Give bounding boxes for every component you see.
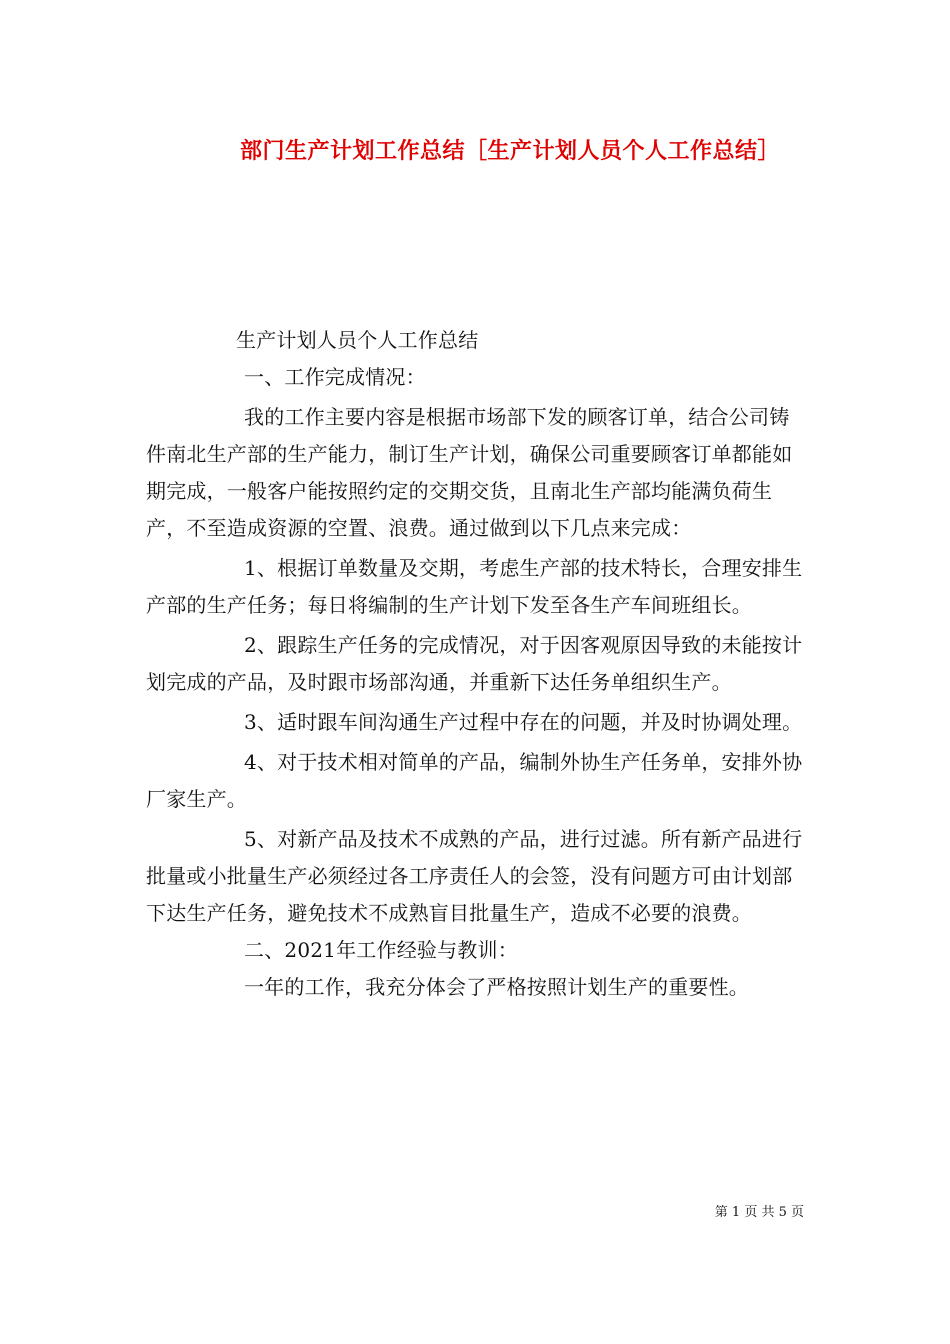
paragraph-intro: 我的工作主要内容是根据市场部下发的顾客订单，结合公司铸件南北生产部的生产能力，制订生产计划，确保公司重要顾客订单都能如期完成，一般客户能按照约定的交期交货，且南北生产部均能满负荷生产，不至造成资源的空置、浪费。通过做到以下几点来完成：: [146, 405, 793, 540]
list-item-3: 3、适时跟车间沟通生产过程中存在的问题，并及时协调处理。: [244, 710, 803, 734]
document-title: 部门生产计划工作总结［生产计划人员个人工作总结］: [239, 138, 780, 164]
list-item-4: 4、对于技术相对简单的产品，编制外协生产任务单，安排外协厂家生产。: [146, 750, 803, 811]
section-heading-work-completion: 一、工作完成情况：: [244, 365, 426, 389]
list-item-2: 2、跟踪生产任务的完成情况，对于因客观原因导致的未能按计划完成的产品，及时跟市场部沟通，并重新下达任务单组织生产。: [146, 633, 803, 694]
page-number: 第 1 页 共 5 页: [714, 1205, 804, 1220]
list-item-5: 5、对新产品及技术不成熟的产品，进行过滤。所有新产品进行批量或小批量生产必须经过各工序责任人的会签，没有问题方可由计划部下达生产任务，避免技术不成熟盲目批量生产，造成不必要的浪费。: [146, 827, 803, 925]
section-heading-lessons: 二、2021年工作经验与教训：: [244, 938, 518, 962]
document-body: [146, 322, 806, 1006]
paragraph-last: 一年的工作，我充分体会了严格按照计划生产的重要性。: [244, 975, 749, 999]
document-subtitle: 生产计划人员个人工作总结: [236, 328, 479, 352]
list-item-1: 1、根据订单数量及交期，考虑生产部的技术特长，合理安排生产部的生产任务；每日将编制的生产计划下发至各生产车间班组长。: [146, 556, 803, 617]
